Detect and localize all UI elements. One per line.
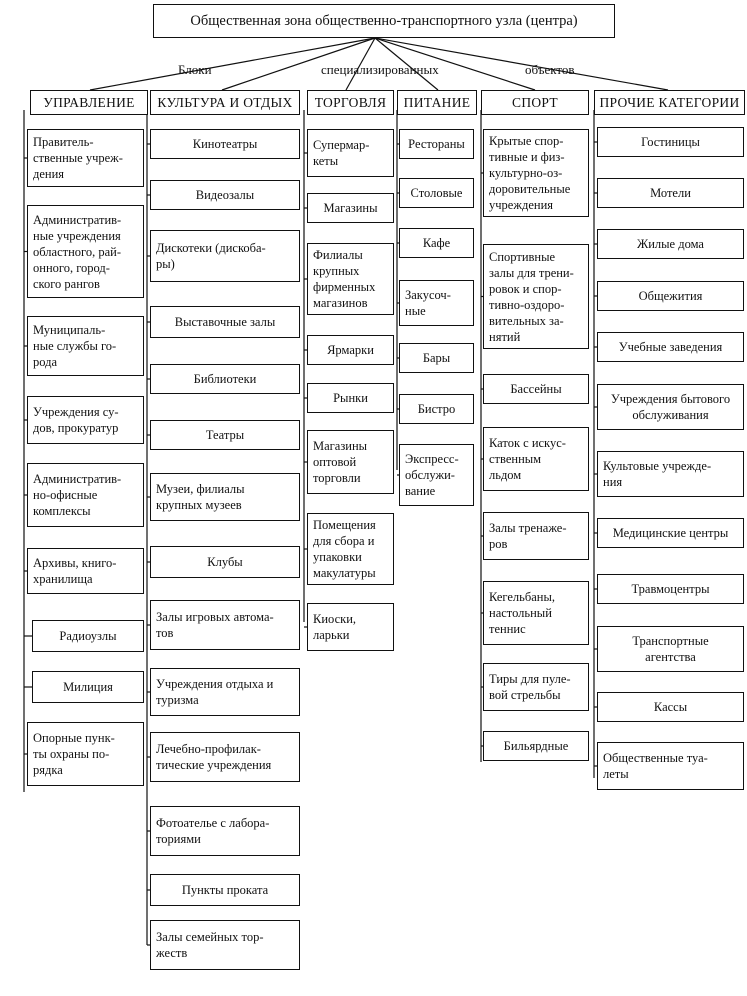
item-upravlenie: Архивы, книго- хранилища bbox=[27, 548, 144, 594]
item-upravlenie: Опорные пунк- ты охраны по- рядка bbox=[27, 722, 144, 786]
item-sport: Кегельбаны, настольный теннис bbox=[483, 581, 589, 645]
item-sport: Спортивные залы для трени- ровок и спор- тивно-оздоро- вительных за- нятий bbox=[483, 244, 589, 349]
item-kultura: Видеозалы bbox=[150, 180, 300, 210]
connector-label-bloki: Блоки bbox=[178, 62, 212, 77]
item-torgovlya: Киоски, ларьки bbox=[307, 603, 394, 651]
item-kultura: Фотоателье с лабора- ториями bbox=[150, 806, 300, 856]
item-prochie: Гостиницы bbox=[597, 127, 744, 157]
page-title: Общественная зона общественно-транспортного узла (центра) bbox=[153, 4, 615, 38]
item-pitanie: Экспресс- обслужи- вание bbox=[399, 444, 474, 506]
category-sport: СПОРТ bbox=[481, 90, 589, 115]
category-pitanie: ПИТАНИЕ bbox=[397, 90, 477, 115]
category-kultura: КУЛЬТУРА И ОТДЫХ bbox=[150, 90, 300, 115]
item-pitanie: Бистро bbox=[399, 394, 474, 424]
item-pitanie: Столовые bbox=[399, 178, 474, 208]
item-pitanie: Бары bbox=[399, 343, 474, 373]
item-upravlenie: Учреждения су- дов, прокуратур bbox=[27, 396, 144, 444]
item-kultura: Клубы bbox=[150, 546, 300, 578]
item-torgovlya: Рынки bbox=[307, 383, 394, 413]
item-kultura: Залы семейных тор- жеств bbox=[150, 920, 300, 970]
item-upravlenie: Муниципаль- ные службы го- рода bbox=[27, 316, 144, 376]
item-kultura: Выставочные залы bbox=[150, 306, 300, 338]
item-prochie: Мотели bbox=[597, 178, 744, 208]
item-kultura: Библиотеки bbox=[150, 364, 300, 394]
item-upravlenie: Милиция bbox=[32, 671, 144, 703]
item-prochie: Кассы bbox=[597, 692, 744, 722]
connector-label-specialized: специализированных bbox=[321, 62, 439, 77]
item-kultura: Лечебно-профилак- тические учреждения bbox=[150, 732, 300, 782]
item-sport: Залы тренаже- ров bbox=[483, 512, 589, 560]
item-torgovlya: Помещения для сбора и упаковки макулатуры bbox=[307, 513, 394, 585]
item-kultura: Кинотеатры bbox=[150, 129, 300, 159]
item-upravlenie: Радиоузлы bbox=[32, 620, 144, 652]
item-pitanie: Рестораны bbox=[399, 129, 474, 159]
item-torgovlya: Ярмарки bbox=[307, 335, 394, 365]
item-prochie: Транспортные агентства bbox=[597, 626, 744, 672]
item-sport: Бильярдные bbox=[483, 731, 589, 761]
item-sport: Каток с искус- ственным льдом bbox=[483, 427, 589, 491]
item-prochie: Общественные туа- леты bbox=[597, 742, 744, 790]
item-torgovlya: Магазины оптовой торговли bbox=[307, 430, 394, 494]
item-torgovlya: Магазины bbox=[307, 193, 394, 223]
category-torgovlya: ТОРГОВЛЯ bbox=[307, 90, 394, 115]
item-kultura: Дискотеки (дискоба- ры) bbox=[150, 230, 300, 282]
item-torgovlya: Филиалы крупных фирменных магазинов bbox=[307, 243, 394, 315]
item-sport: Крытые спор- тивные и физ- культурно-оз- доровительные учреждения bbox=[483, 129, 589, 217]
item-sport: Бассейны bbox=[483, 374, 589, 404]
item-upravlenie: Административ- ные учреждения областного, рай- онного, город- ского рангов bbox=[27, 205, 144, 298]
item-sport: Тиры для пуле- вой стрельбы bbox=[483, 663, 589, 711]
item-pitanie: Кафе bbox=[399, 228, 474, 258]
item-prochie: Общежития bbox=[597, 281, 744, 311]
category-prochie: ПРОЧИЕ КАТЕГОРИИ bbox=[594, 90, 745, 115]
item-prochie: Медицинские центры bbox=[597, 518, 744, 548]
item-kultura: Пункты проката bbox=[150, 874, 300, 906]
item-prochie: Учебные заведения bbox=[597, 332, 744, 362]
item-kultura: Учреждения отдыха и туризма bbox=[150, 668, 300, 716]
item-pitanie: Закусоч- ные bbox=[399, 280, 474, 326]
item-upravlenie: Административ- но-офисные комплексы bbox=[27, 463, 144, 527]
connector-label-objects: объектов bbox=[525, 62, 575, 77]
item-torgovlya: Супермар- кеты bbox=[307, 129, 394, 177]
item-prochie: Культовые учрежде- ния bbox=[597, 451, 744, 497]
item-kultura: Музеи, филиалы крупных музеев bbox=[150, 473, 300, 521]
category-upravlenie: УПРАВЛЕНИЕ bbox=[30, 90, 148, 115]
item-prochie: Учреждения бытового обслуживания bbox=[597, 384, 744, 430]
item-upravlenie: Правитель- ственные учреж- дения bbox=[27, 129, 144, 187]
item-kultura: Залы игровых автома- тов bbox=[150, 600, 300, 650]
item-kultura: Театры bbox=[150, 420, 300, 450]
item-prochie: Жилые дома bbox=[597, 229, 744, 259]
item-prochie: Травмоцентры bbox=[597, 574, 744, 604]
